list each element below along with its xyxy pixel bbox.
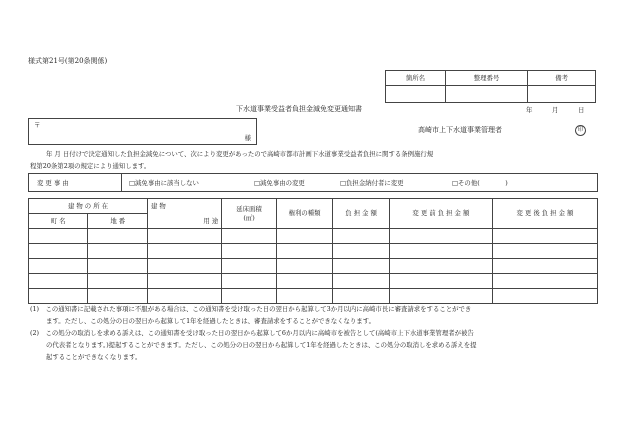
cell-after-amount[interactable] [492,229,597,244]
cell-before-amount[interactable] [389,229,492,244]
cell-area[interactable] [222,259,277,274]
cell-lot[interactable] [88,229,147,244]
intro-line-1: 年 月 日付けで決定通知した負担金減免について、次により変更があったので高崎市都市計画下水道事業受益者負担に関する条例施行規 [46,150,434,158]
use-header: 建 物 用 途 [147,199,221,229]
note-2-line-2: の代表者となります。)提起することができます。ただし、この処分の日の翌日から起算して1年を経過したときは、この処分の取消しを求める訴えを提 [46,341,477,349]
cell-lot[interactable] [88,289,147,304]
cell-use[interactable] [147,274,221,289]
reason-label: 変 更 事 由 [37,179,69,187]
office-cell-number[interactable] [445,86,527,103]
reason-option-payer-changed[interactable]: □負担金納付者に変更 [340,179,404,187]
cell-town[interactable] [29,259,88,274]
lot-header: 地 番 [88,214,147,229]
postal-mark: 〒 [34,121,41,129]
cell-town[interactable] [29,274,88,289]
cell-lot[interactable] [88,274,147,289]
addressee-honorific: 様 [244,133,251,142]
cell-area[interactable] [222,244,277,259]
office-cell-remarks[interactable] [528,86,596,103]
cell-town[interactable] [29,244,88,259]
table-row [29,259,598,274]
office-header-location: 箇所名 [386,71,446,86]
form-id: 様式第21号(第20条関係) [28,57,108,65]
cell-town[interactable] [29,229,88,244]
cell-after-amount[interactable] [492,289,597,304]
cell-use[interactable] [147,244,221,259]
office-use-table [385,70,596,103]
date-day: 日 [578,106,585,114]
table-row [29,229,598,244]
issuer-name: 高崎市上下水道事業管理者 [418,126,502,134]
cell-amount[interactable] [333,289,390,304]
date-month: 月 [552,106,559,114]
cell-area[interactable] [222,274,277,289]
cell-before-amount[interactable] [389,274,492,289]
note-1-line-1: (1) この通知書に記載された事項に不服がある場合は、この通知書を受け取った日の翌日から起算して3か月以内に高崎市長に審査請求をすることができ [30,305,472,313]
cell-rights[interactable] [276,289,333,304]
addressee-box[interactable] [28,118,257,145]
note-2-line-1: (2) この処分の取消しを求める訴えは、この通知書を受け取った日の翌日から起算して6か月以内に高崎市を被告として(高崎市上下水道事業管理者が被告 [30,329,474,337]
cell-town[interactable] [29,289,88,304]
location-header: 建 物 の 所 在 [29,199,148,214]
table-row [29,274,598,289]
note-1-line-2: ます。ただし、この処分の日の翌日から起算して1年を経過したときは、審査請求をすることができなくなります。 [46,317,375,325]
office-cell-location[interactable] [386,86,446,103]
cell-use[interactable] [147,259,221,274]
cell-amount[interactable] [333,244,390,259]
office-header-number: 整理番号 [445,71,527,86]
office-header-remarks: 備考 [528,71,596,86]
cell-after-amount[interactable] [492,244,597,259]
town-header: 町 名 [29,214,88,229]
cell-after-amount[interactable] [492,259,597,274]
date-year: 年 [526,106,533,114]
table-row [29,289,598,304]
cell-amount[interactable] [333,229,390,244]
amount-header: 負 担 金 額 [333,199,390,229]
cell-before-amount[interactable] [389,289,492,304]
reason-row [28,173,598,192]
reason-option-reason-changed[interactable]: □減免事由の変更 [254,179,305,187]
seal-mark: 印 [575,125,586,136]
cell-area[interactable] [222,289,277,304]
cell-amount[interactable] [333,259,390,274]
intro-line-2: 程第20条第2項の規定により通知します。 [30,162,151,170]
detail-table [28,198,598,304]
cell-rights[interactable] [276,229,333,244]
cell-use[interactable] [147,289,221,304]
rights-header: 権利の種類 [276,199,333,229]
cell-area[interactable] [222,229,277,244]
before-amount-header: 変 更 前 負 担 金 額 [389,199,492,229]
reason-option-other[interactable]: □その他( ) [452,179,508,187]
cell-after-amount[interactable] [492,274,597,289]
cell-amount[interactable] [333,274,390,289]
cell-rights[interactable] [276,259,333,274]
table-row [29,244,598,259]
cell-before-amount[interactable] [389,244,492,259]
cell-lot[interactable] [88,259,147,274]
note-2-line-3: 起することができなくなります。 [46,353,142,361]
after-amount-header: 変 更 後 負 担 金 額 [492,199,597,229]
cell-lot[interactable] [88,244,147,259]
cell-rights[interactable] [276,244,333,259]
cell-before-amount[interactable] [389,259,492,274]
document-title: 下水道事業受益者負担金減免変更通知書 [236,105,362,113]
reason-option-not-applicable[interactable]: □減免事由に該当しない [129,179,199,187]
cell-rights[interactable] [276,274,333,289]
area-header: 延床面積 (㎡) [222,199,277,229]
cell-use[interactable] [147,229,221,244]
